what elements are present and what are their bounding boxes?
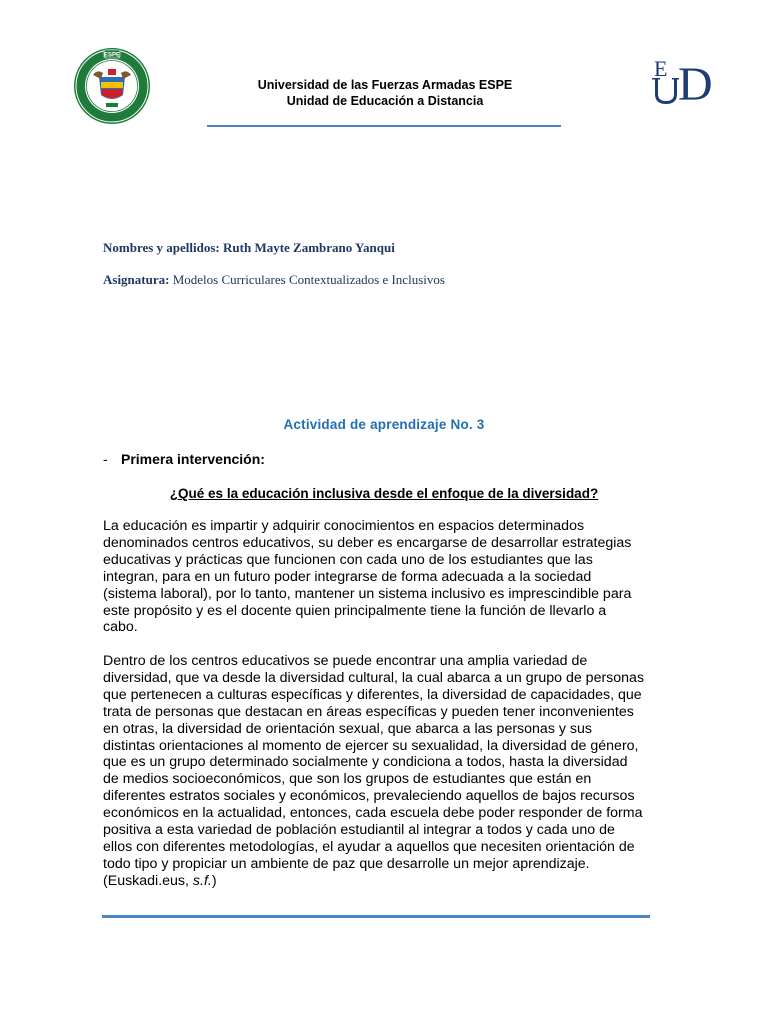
paragraph-line: distintas orientaciones al momento de ejercer su sexualidad, la diversidad de género,	[103, 737, 639, 754]
activity-title: Actividad de aprendizaje No. 3	[283, 417, 485, 432]
paragraph-2	[103, 653, 703, 890]
intervention-heading	[103, 451, 265, 467]
unit-name: Unidad de Educación a Distancia	[286, 94, 484, 108]
paragraph-line: Dentro de los centros educativos se puede encontrar una amplia variedad de	[103, 653, 588, 669]
paragraph-line: diferentes estratos sociales y económicos, prevaleciendo aquellos de bajos recursos	[103, 788, 635, 805]
student-name-label: Nombres y apellidos:	[103, 240, 220, 255]
paragraph-line: en otras, la diversidad de orientación sexual, que abarca a las personas y sus	[103, 720, 592, 737]
question-heading: ¿Qué es la educación inclusiva desde el enfoque de la diversidad?	[169, 486, 599, 501]
paragraph-line: cabo.	[103, 619, 138, 636]
paragraph-line: positiva a esta variedad de población estudiantil al integrar a todos y cada uno de	[103, 822, 615, 839]
ued-logo-icon	[648, 52, 732, 108]
subject-field	[103, 272, 445, 288]
header-title-block	[200, 77, 570, 109]
paragraph-line: este propósito y es el docente quien principalmente tiene la función de llevarlo a	[103, 602, 607, 619]
student-name-field	[103, 240, 395, 256]
paragraph-line: denominados centros educativos, su deber es encargarse de desarrollar estrategias	[103, 534, 632, 551]
svg-text:ESPE: ESPE	[103, 52, 121, 59]
paragraph-line: diversidad, que va desde la diversidad cultural, la cual abarca a un grupo de personas	[103, 669, 645, 686]
intervention-label: Primera intervención:	[121, 451, 265, 467]
citation-suffix: )	[211, 872, 217, 889]
citation	[103, 873, 703, 890]
paragraph-1	[103, 518, 703, 636]
paragraph-line: (sistema laboral), por lo tanto, mantener un sistema inclusivo es imprescindible para	[103, 585, 632, 602]
ued-logo	[648, 52, 732, 108]
citation-italic: s.f.	[192, 872, 212, 889]
university-name: Universidad de las Fuerzas Armadas ESPE	[257, 78, 513, 92]
paragraph-line: todo tipo y propiciar un ambiente de paz que desarrolle un mejor aprendizaje.	[103, 855, 590, 872]
paragraph-line: de medios socioeconómicos, que son los grupos de estudiantes que están en	[103, 771, 592, 788]
paragraph-line: educativas y prácticas que funcionen con cada uno de los estudiantes que las	[103, 551, 593, 568]
subject-label: Asignatura:	[103, 272, 170, 287]
espe-seal-icon	[73, 47, 151, 125]
citation-prefix: (Euskadi.eus,	[103, 872, 193, 889]
paragraph-line: que es un grupo determinado socialmente y condiciona a todos, hasta la diversidad	[103, 754, 628, 771]
bullet-dash: -	[103, 451, 108, 467]
paragraph-line: ellos con diferentes metodologías, el ayudar a aquellos que necesiten orientación de	[103, 838, 635, 855]
paragraph-line: integran, para en un futuro poder integrarse de forma adecuada a la sociedad	[103, 568, 592, 585]
svg-text:E: E	[654, 56, 668, 81]
espe-logo	[73, 47, 151, 125]
paragraph-line: La educación es impartir y adquirir conocimientos en espacios determinados	[103, 518, 585, 534]
subject-value: Modelos Curriculares Contextualizados e Inclusivos	[172, 272, 445, 287]
paragraph-line: económicos en la actualidad, entonces, cada escuela debe poder responder de forma	[103, 805, 643, 822]
svg-text:D: D	[678, 58, 713, 108]
footer-divider	[102, 915, 650, 918]
paragraph-line: trata de personas que destacan en áreas específicas y pueden tener inconvenientes	[103, 703, 634, 720]
header-divider	[207, 125, 561, 127]
paragraph-line: que pertenecen a culturas específicas y diferentes, la diversidad de capacidades, que	[103, 686, 642, 703]
student-name-value: Ruth Mayte Zambrano Yanqui	[223, 240, 395, 255]
